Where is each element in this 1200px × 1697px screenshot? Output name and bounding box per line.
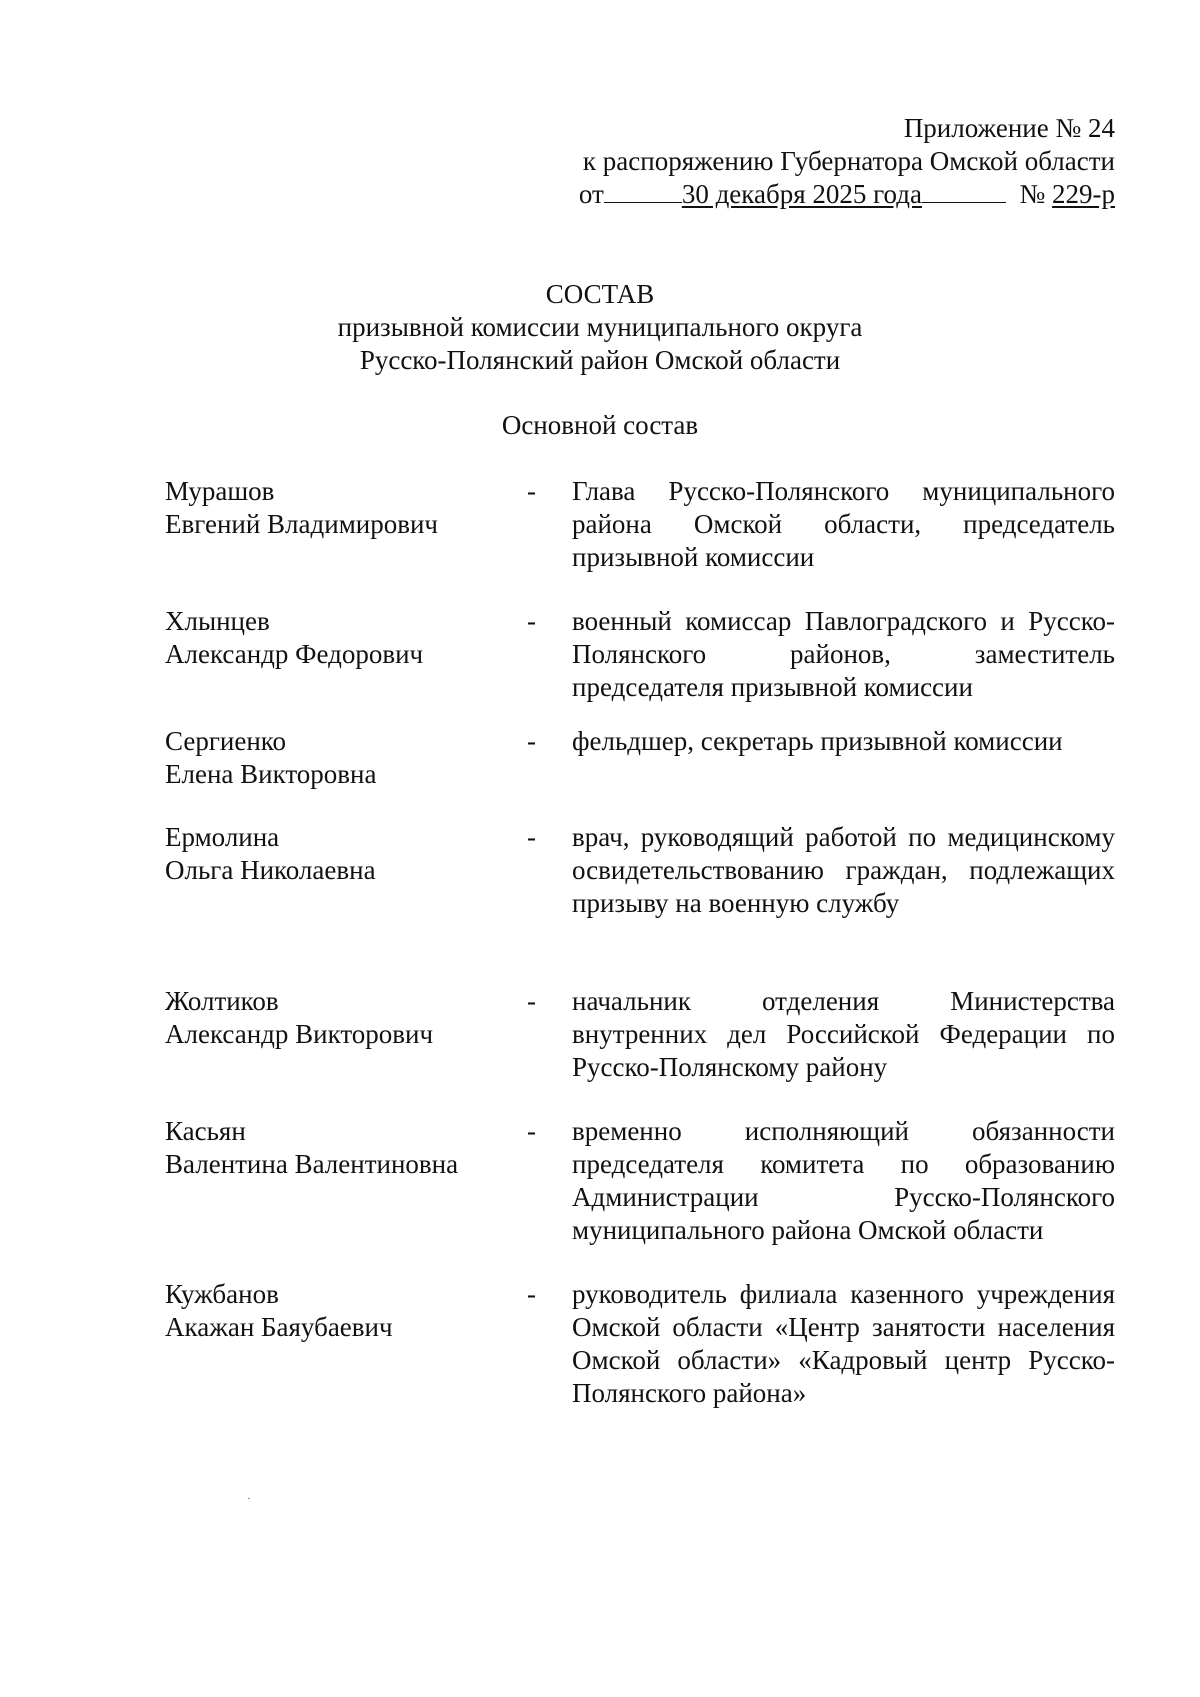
title-line-2: Русско-Полянский район Омской области bbox=[359, 345, 841, 375]
member-entry bbox=[165, 821, 1115, 985]
member-dash: - bbox=[527, 1116, 536, 1146]
order-date-line bbox=[579, 178, 1115, 211]
member-surname: Жолтиков bbox=[165, 986, 279, 1016]
member-dash: - bbox=[527, 606, 536, 636]
appendix-number: Приложение № 24 bbox=[903, 113, 1115, 143]
member-dash: - bbox=[527, 1279, 536, 1309]
member-role: руководитель филиала казенного учреждения Омской области «Центр занятости населения Омской области» «Кадровый центр Русско-Полянского района» bbox=[572, 1279, 1115, 1408]
member-surname: Мурашов bbox=[165, 476, 275, 506]
member-given-names: Александр Федорович bbox=[165, 639, 424, 669]
member-role: временно исполняющий обязанности председателя комитета по образованию Администрации Русско-Полянского муниципального района Омской области bbox=[572, 1116, 1115, 1245]
member-dash: - bbox=[527, 726, 536, 756]
date-blank-left bbox=[604, 180, 682, 203]
member-role: фельдшер, секретарь призывной комиссии bbox=[572, 726, 1063, 756]
member-given-names: Евгений Владимирович bbox=[165, 509, 439, 539]
number-prefix: № bbox=[1019, 179, 1046, 209]
member-surname: Хлынцев bbox=[165, 606, 270, 636]
member-role: Глава Русско-Полянского муниципального района Омской области, председатель призывной комиссии bbox=[572, 476, 1115, 572]
member-surname: Ермолина bbox=[165, 822, 280, 852]
title-heading: СОСТАВ bbox=[545, 279, 655, 309]
member-entry bbox=[165, 605, 1115, 725]
member-name bbox=[165, 1115, 505, 1181]
member-given-names: Александр Викторович bbox=[165, 1019, 434, 1049]
member-name bbox=[165, 1278, 505, 1344]
member-surname: Кужбанов bbox=[165, 1279, 279, 1309]
date-prefix: от bbox=[578, 179, 604, 209]
member-entry bbox=[165, 985, 1115, 1115]
member-name bbox=[165, 475, 505, 541]
member-entry bbox=[165, 1115, 1115, 1278]
appendix-header bbox=[579, 112, 1115, 211]
order-reference: к распоряжению Губернатора Омской области bbox=[582, 146, 1115, 176]
member-entry bbox=[165, 725, 1115, 821]
member-given-names: Ольга Николаевна bbox=[165, 855, 376, 885]
title-line-1: призывной комиссии муниципального округа bbox=[337, 312, 863, 342]
member-given-names: Акажан Баяубаевич bbox=[165, 1312, 393, 1342]
order-number: 229-р bbox=[1052, 179, 1115, 209]
member-surname: Сергиенко bbox=[165, 726, 287, 756]
member-entry bbox=[165, 1278, 1115, 1448]
member-surname: Касьян bbox=[165, 1116, 246, 1146]
member-dash: - bbox=[527, 476, 536, 506]
scan-speck bbox=[248, 1498, 250, 1499]
member-entry bbox=[165, 475, 1115, 605]
member-list bbox=[165, 475, 1115, 1448]
member-role: военный комиссар Павлоградского и Русско-Полянского районов, заместитель председателя призывной комиссии bbox=[572, 606, 1115, 702]
member-name bbox=[165, 725, 505, 791]
member-role: начальник отделения Министерства внутренних дел Российской Федерации по Русско-Полянскому району bbox=[572, 986, 1115, 1082]
document-title bbox=[0, 278, 1200, 377]
member-name bbox=[165, 985, 505, 1051]
order-date: 30 декабря 2025 года bbox=[681, 179, 922, 209]
member-name bbox=[165, 605, 505, 671]
member-dash: - bbox=[527, 986, 536, 1016]
member-given-names: Валентина Валентиновна bbox=[165, 1149, 459, 1179]
date-blank-right bbox=[922, 180, 1006, 203]
member-dash: - bbox=[527, 822, 536, 852]
member-name bbox=[165, 821, 505, 887]
member-given-names: Елена Викторовна bbox=[165, 759, 377, 789]
member-role: врач, руководящий работой по медицинскому освидетельствованию граждан, подлежащих призыву на военную службу bbox=[572, 822, 1115, 918]
section-heading: Основной состав bbox=[501, 410, 699, 440]
